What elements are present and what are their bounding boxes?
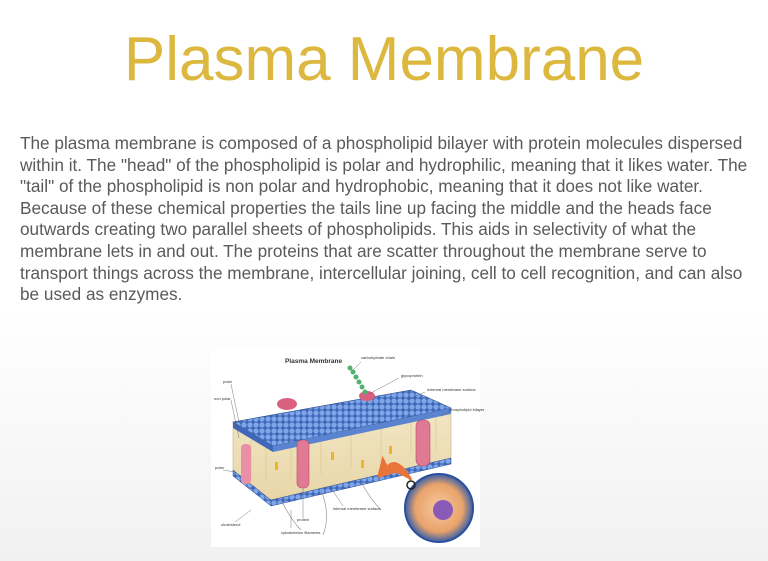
label-cholesterol: cholesterol [221, 522, 241, 527]
label-polar-top: polar [223, 379, 232, 384]
plasma-membrane-diagram [211, 350, 485, 547]
label-non-polar: non polar [214, 396, 231, 401]
label-phospholipid-bilayer: phospholipid bilayer [449, 407, 485, 412]
body-paragraph: The plasma membrane is composed of a phospholipid bilayer with protein molecules dispersed within it. The "head" of the phospholipid is polar and hydrophilic, meaning that it likes water. The "tail" of the phospholipid is non polar and hydrophobic, meaning that it does not like water. Because of these chemical properties the tails line up facing the middle and the heads face outwards creating two parallel sheets of phospholipids. This aids in selectivity of what the membrane lets in and out. The proteins that are scatter throughout the membrane serve to transport things across the membrane, intercellular joining, cell to cell recognition, and can also be used as enzymes. [20, 133, 748, 305]
protein-left-edge [241, 444, 251, 484]
channel-protein-left [297, 440, 309, 488]
label-internal-surface: internal membrane surface [333, 506, 381, 511]
label-cytoskeleton: cytoskeleton filaments [281, 530, 321, 535]
cell-nucleus [433, 500, 453, 520]
surface-protein [277, 398, 297, 410]
slide-title: Plasma Membrane [123, 25, 645, 94]
label-polar-bottom: polar [215, 465, 224, 470]
label-external-surface: external membrane surface [427, 387, 476, 392]
label-carbohydrate-chain: carbohydrate chain [361, 355, 396, 360]
figure-title: Plasma Membrane [285, 358, 343, 365]
label-protein: protein [297, 517, 310, 522]
carbohydrate-chain [348, 366, 368, 395]
channel-protein-right [416, 420, 430, 466]
label-glycoprotein: glycoprotein [401, 373, 423, 378]
